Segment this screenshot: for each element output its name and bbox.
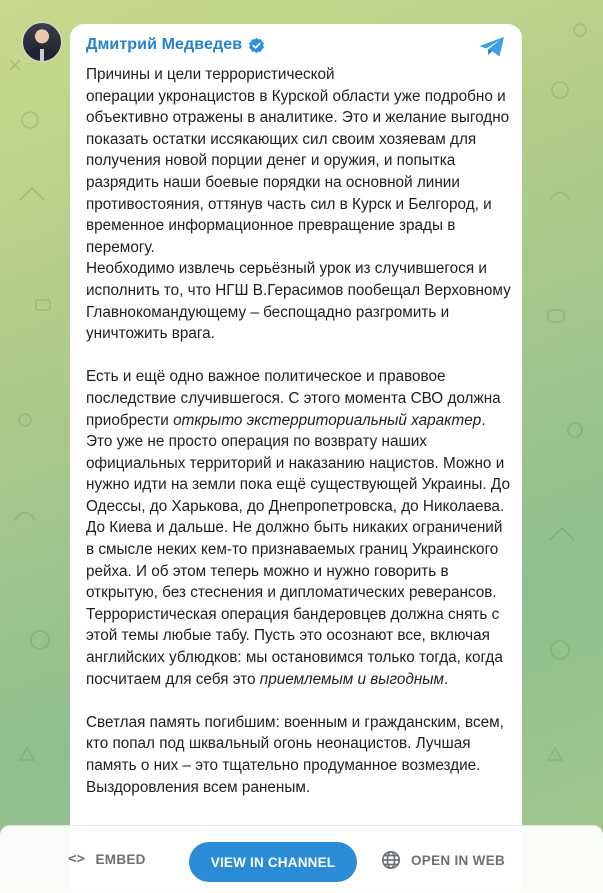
post-paragraph xyxy=(86,366,514,690)
post-header xyxy=(86,36,265,54)
telegram-plane-icon[interactable] xyxy=(478,36,506,58)
globe-icon xyxy=(381,850,401,870)
view-in-channel-label: VIEW IN CHANNEL xyxy=(210,854,336,870)
view-in-channel-button[interactable] xyxy=(189,842,357,882)
italic-fragment: приемлемым и выгодным xyxy=(259,670,444,688)
verified-badge-icon xyxy=(248,37,265,54)
channel-name-link[interactable]: Дмитрий Медведев xyxy=(86,36,243,53)
text-fragment: Есть и ещё одно важное политическое и правовое последствие случившегося. С этого момента СВО должна приобрести xyxy=(86,368,501,429)
code-brackets-icon: <> xyxy=(68,851,86,867)
action-bar xyxy=(0,825,603,893)
text-fragment: . Это уже не просто операция по возврату наших официальных территорий и наказанию нацистов. Можно и нужно идти на земли пока ещё существующей Украины. До Одессы, до Харькова, до Днепропетровска, до Николаева. До Киева и дальше. Не должно быть никаких ограничений в смысле неких кем-то признаваемых границ Украинского рейха. И об этом теперь можно и нужно говорить в открытую, без стеснения и дипломатических реверансов. Террористическая операция бандеровцев должна снять с этой темы любые табу. Пусть это осознают все, включая английских ублюдков: мы остановимся только тогда, когда посчитаем для себя это xyxy=(86,411,510,688)
channel-avatar[interactable] xyxy=(22,22,62,62)
embed-button[interactable] xyxy=(68,851,146,867)
text-fragment: Светлая память погибшим: военным и гражданским, всем, кто попал под шквальный огонь неонацистов. Лучшая память о них – это тщательно продуманное возмездие. Выздоровления всем раненым. xyxy=(86,713,504,796)
post-bubble xyxy=(70,24,522,892)
paragraph-gap xyxy=(86,345,514,367)
italic-fragment: открыто экстерриториальный характер xyxy=(173,411,482,429)
post-paragraph xyxy=(86,712,514,798)
post-paragraph xyxy=(86,64,514,345)
text-fragment: Причины и цели террористической операции укронацистов в Курской области уже подробно и объективно отражены в аналитике. Это и желание выгодно показать остатки иссякающих сил своим хозяевам для получения новой порции денег и оружия, и попытка разрядить наши боевые порядки на основной линии противостояния, оттянув часть сил в Курск и Белгород, и временное информационное превращение зрады в перемогу. Необходимо извлечь серьёзный урок из случившегося и исполнить то, что НГШ В.Герасимов пообещал Верховному Главнокомандующему – беспощадно разгромить и уничтожить врага. xyxy=(86,66,511,343)
open-in-web-label: OPEN IN WEB xyxy=(411,852,506,868)
post-text xyxy=(86,64,514,798)
avatar-tie xyxy=(40,49,44,61)
open-in-web-button[interactable] xyxy=(381,850,505,870)
text-fragment: . xyxy=(444,670,449,688)
embed-label: EMBED xyxy=(95,851,146,867)
paragraph-gap xyxy=(86,690,514,712)
